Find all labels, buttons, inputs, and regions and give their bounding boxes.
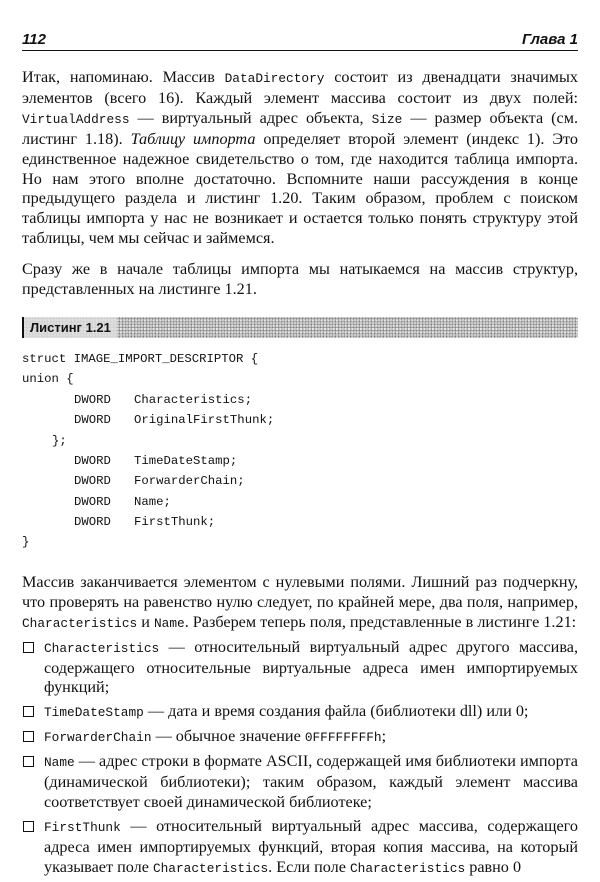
page-header bbox=[22, 28, 578, 51]
code-line: }; bbox=[52, 433, 67, 448]
code-term: Characteristics bbox=[22, 615, 138, 631]
code-line: DWORD Characteristics; bbox=[74, 392, 253, 407]
checkbox-bullet-icon bbox=[23, 642, 34, 653]
code-line: DWORD Name; bbox=[74, 494, 171, 509]
checkbox-bullet-icon bbox=[23, 731, 34, 742]
listing-header-bar bbox=[22, 317, 578, 338]
list-item: TimeDateStamp — дата и время создания файла (библиотеки dll) или 0; bbox=[22, 702, 578, 723]
explanation-paragraph: Массив заканчивается элементом с нулевыми полями. Лишний раз подчеркну, что проверять на равенство нулю следует, по крайней мере, два поля, например, Characteristics и Name. Разберем теперь поля, представленные в листинге 1.21: bbox=[22, 572, 578, 631]
code-line: DWORD ForwarderChain; bbox=[74, 474, 245, 489]
field-list bbox=[22, 638, 578, 879]
listing-intro-paragraph: Сразу же в начале таблицы импорта мы натыкаемся на массив структур, представленных на листинге 1.21. bbox=[22, 260, 578, 299]
list-item: Characteristics — относительный виртуальный адрес другого массива, содержащего относительные виртуальные адреса имен импортируемых функций; bbox=[22, 638, 578, 699]
code-listing bbox=[22, 349, 578, 553]
code-line: } bbox=[22, 535, 30, 550]
code-term: VirtualAddress bbox=[22, 111, 130, 127]
code-term: DataDirectory bbox=[224, 71, 325, 86]
code-line: struct IMAGE_IMPORT_DESCRIPTOR { bbox=[22, 351, 259, 366]
checkbox-bullet-icon bbox=[23, 756, 34, 767]
list-item: FirstThunk — относительный виртуальный адрес массива, содержащего адреса имен импортируемых функций, вторая копия массива, на который указывает поле Characteristics. Если поле Characteristics равно 0 bbox=[22, 817, 578, 879]
code-line: DWORD TimeDateStamp; bbox=[74, 453, 238, 468]
italic-term: Таблицу импорта bbox=[130, 129, 256, 148]
intro-paragraph: Итак, напоминаю. Массив DataDirectory состоит из двенадцати значимых элементов (всего 16). Каждый элемент массива состоит из двух полей: VirtualAddress — виртуальный адрес объекта, Size — размер объекта (см. листинг 1.18). Таблицу импорта определяет второй элемент (индекс 1). Это единственное надежное свидетельство о том, где находится таблица импорта. Но нам этого вполне достаточно. Вспомните наши рассуждения в конце предыдущего раздела и листинг 1.20. Таким образом, проблем с поиском таблицы импорта у нас не возникает и остается только понять структуру этой таблицы, чем мы сейчас и займемся. bbox=[22, 68, 579, 248]
checkbox-bullet-icon bbox=[23, 706, 34, 717]
code-line: DWORD FirstThunk; bbox=[74, 515, 216, 530]
code-term: Size bbox=[371, 111, 403, 127]
listing-label: Листинг 1.21 bbox=[22, 317, 117, 338]
code-line: DWORD OriginalFirstThunk; bbox=[74, 413, 275, 428]
book-page bbox=[22, 28, 578, 879]
code-line: union { bbox=[22, 372, 74, 387]
code-term: Name bbox=[153, 615, 185, 631]
page-number: 112 bbox=[22, 31, 46, 48]
list-item: Name — адрес строки в формате ASCII, содержащей имя библиотеки импорта (динамической библиотеки); таким образом, каждый элемент массива соответствует своей динамической библиотеке; bbox=[22, 752, 578, 813]
checkbox-bullet-icon bbox=[23, 821, 34, 832]
chapter-title: Глава 1 bbox=[521, 31, 578, 48]
list-item: ForwarderChain — обычное значение 0FFFFFFFFh; bbox=[22, 727, 578, 748]
